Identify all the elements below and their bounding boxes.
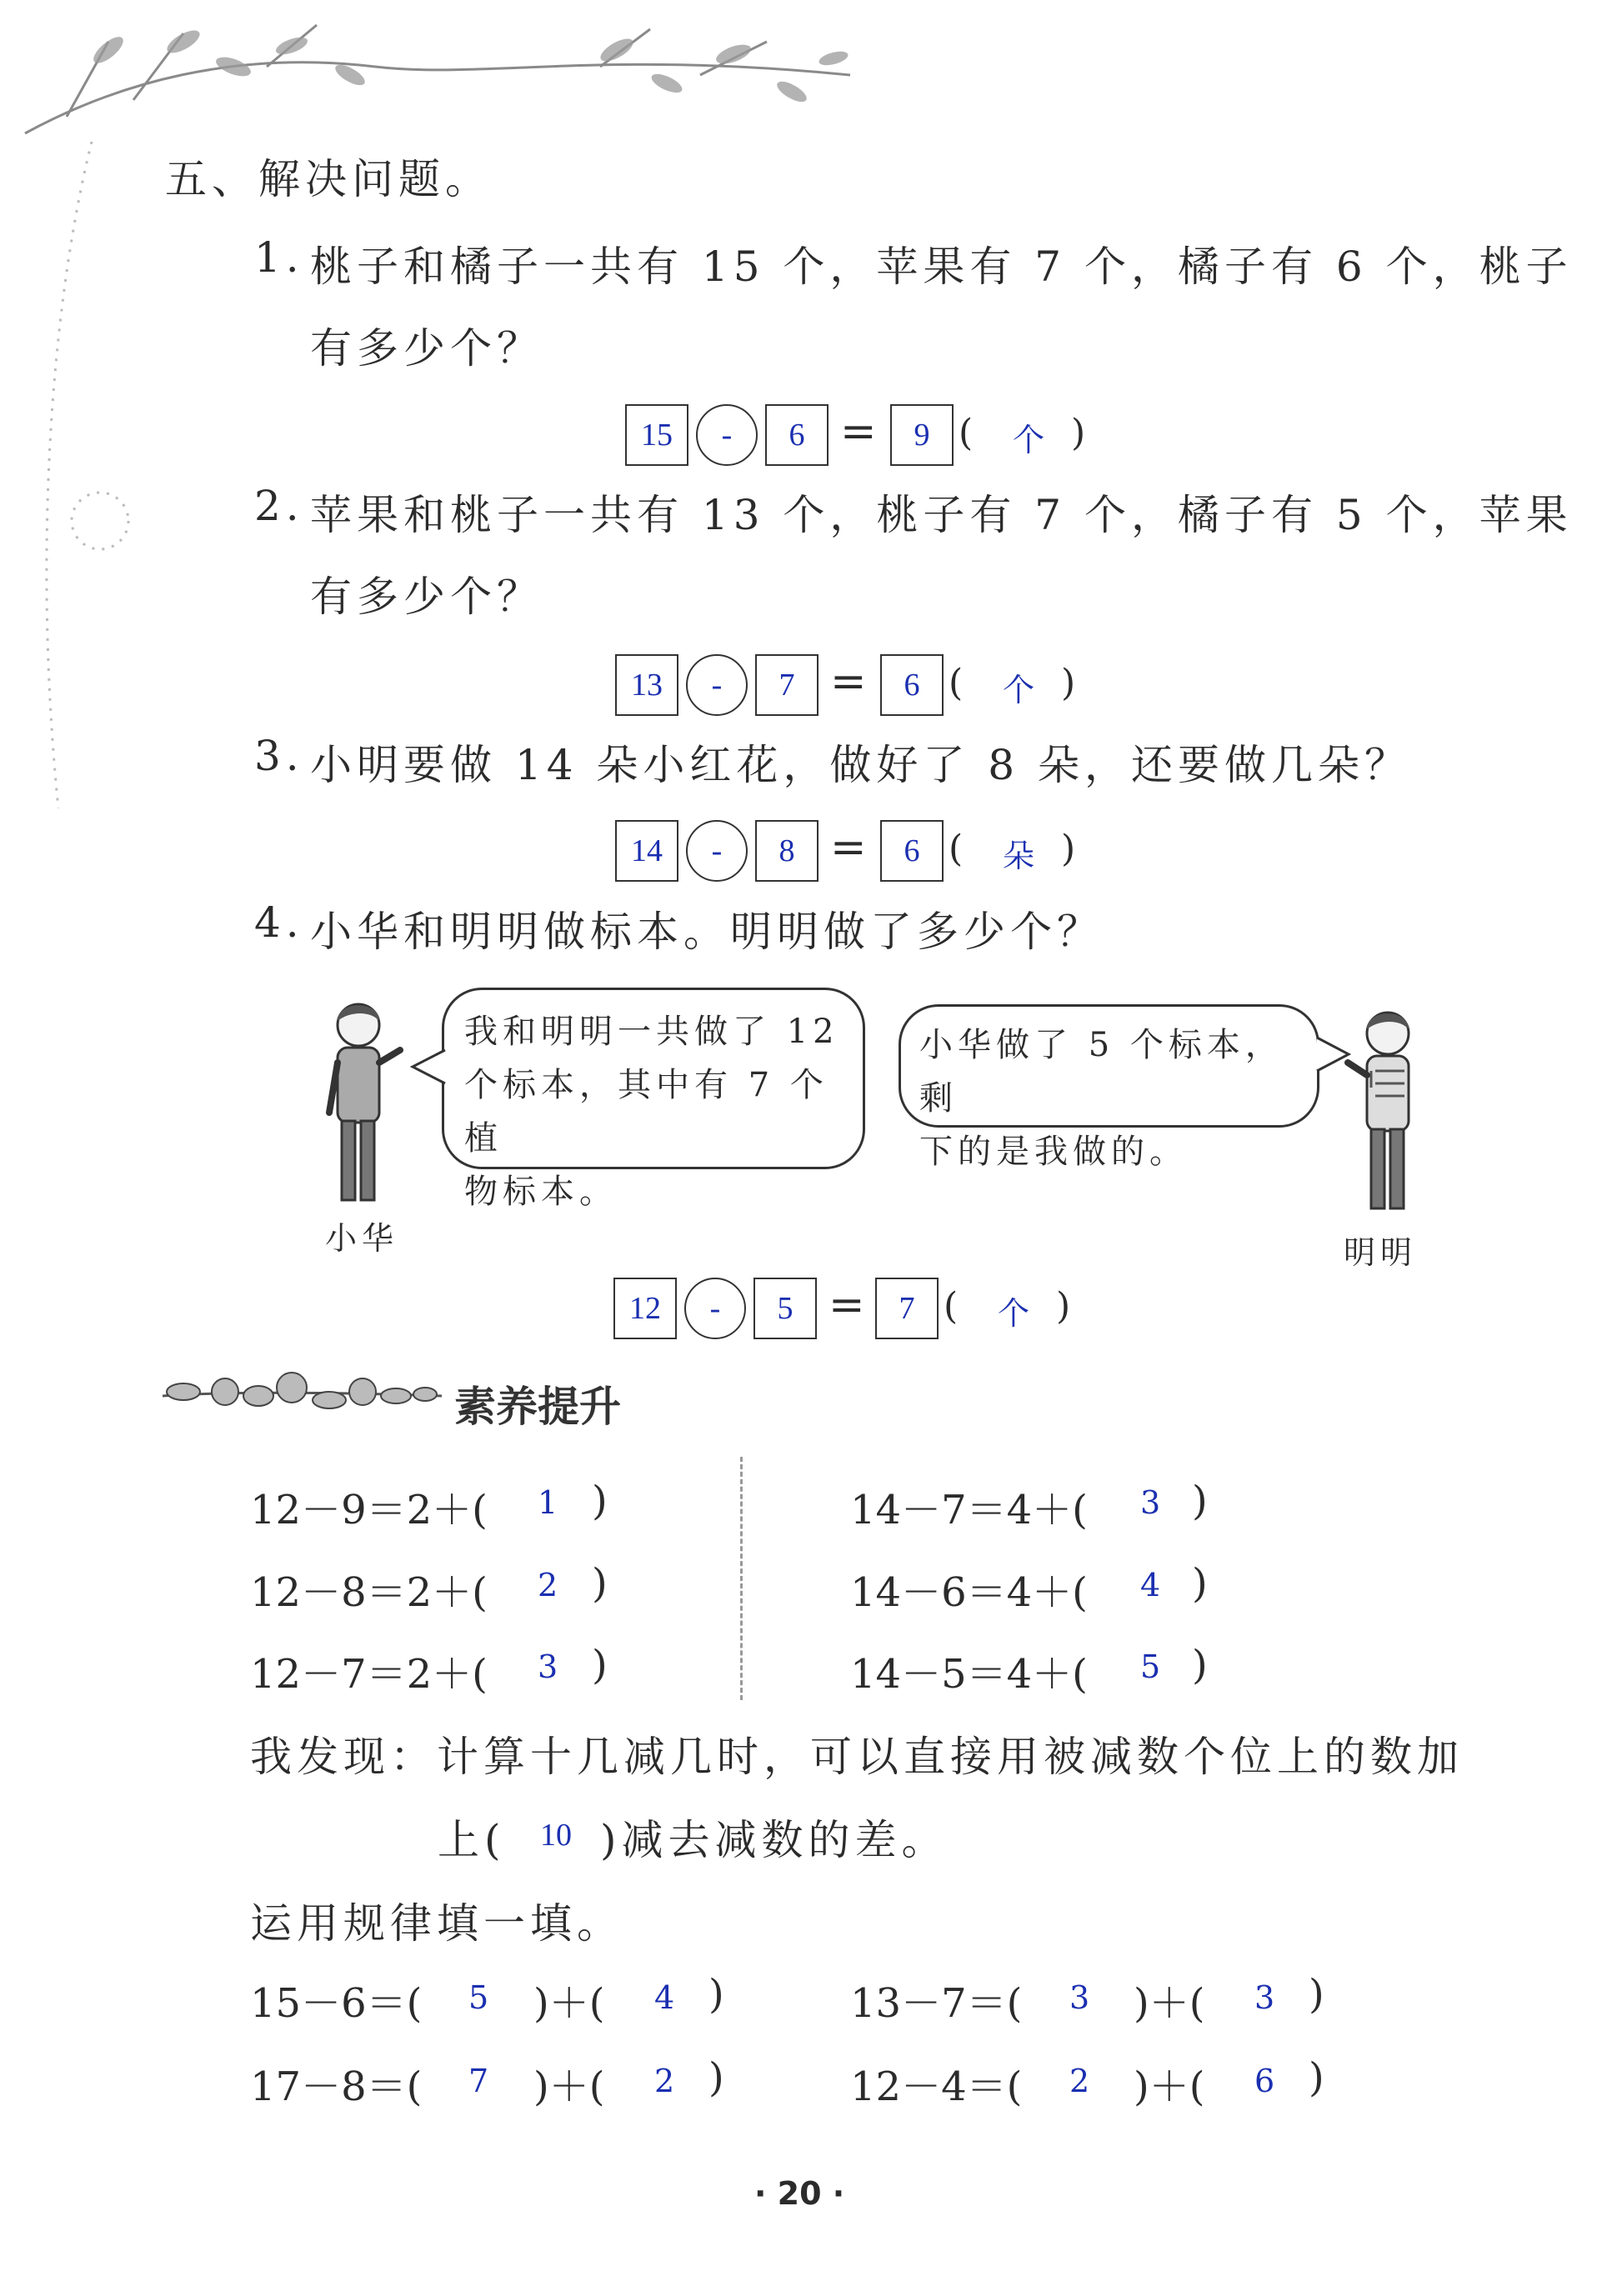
apply-2-a[interactable]: 3 <box>1069 1979 1090 2016</box>
apply-4-b[interactable]: 6 <box>1254 2063 1275 2099</box>
apply-4-a[interactable]: 2 <box>1069 2063 1090 2099</box>
boy-mingming-illustration <box>1338 1004 1438 1221</box>
right-eq-2-expr: 14－6＝4＋( <box>850 1569 1088 1616</box>
left-eq-2-answer[interactable]: 2 <box>538 1567 558 1603</box>
left-eq-3-close: ) <box>592 1642 608 1688</box>
apply-2-close: ) <box>1309 1971 1324 2018</box>
problem-4-operator[interactable]: - <box>684 1278 746 1339</box>
problem-4-equals: = <box>829 1280 865 1330</box>
apply-1-b[interactable]: 4 <box>654 1979 675 2016</box>
bubble-left-line-3: 物标本。 <box>464 1173 618 1211</box>
discover-line-2-end: )减去减数的差。 <box>600 1816 949 1864</box>
problem-1-text: 桃子和橘子一共有 15 个，苹果有 7 个，橘子有 6 个，桃子 <box>310 243 1573 291</box>
problem-2-unit[interactable]: 个 <box>1003 673 1035 708</box>
problem-2-result[interactable]: 6 <box>880 654 944 716</box>
problem-2-text-2: 有多少个？ <box>310 573 543 621</box>
left-eq-1-close: ) <box>592 1478 608 1524</box>
discover-line-1: 我发现：计算十几减几时，可以直接用被减数个位上的数加 <box>250 1733 1464 1781</box>
name-mingming: 明明 <box>1344 1234 1418 1271</box>
apply-3-b[interactable]: 2 <box>654 2063 675 2099</box>
right-eq-2-close: ) <box>1192 1560 1208 1607</box>
problem-2-equals: = <box>830 657 867 707</box>
problem-4-label: 4. <box>254 898 304 947</box>
problem-4-text: 小华和明明做标本。明明做了多少个？ <box>310 908 1104 956</box>
right-eq-1-answer[interactable]: 3 <box>1140 1484 1161 1521</box>
apply-3-close: ) <box>708 2054 724 2101</box>
apply-title: 运用规律填一填。 <box>250 1899 623 1948</box>
problem-1-minuend[interactable]: 15 <box>625 404 688 466</box>
problem-2-paren-close: ) <box>1061 662 1076 704</box>
problem-4-minuend[interactable]: 12 <box>613 1278 677 1339</box>
section-title: 五、解决问题。 <box>165 155 492 203</box>
apply-3-expr: 17－8＝( <box>250 2063 423 2110</box>
boy-xiaohua-illustration <box>313 996 413 1213</box>
margin-dots <box>25 142 142 808</box>
apply-1-mid: )＋( <box>533 1980 605 2027</box>
problem-3-text: 小明要做 14 朵小红花，做好了 8 朵，还要做几朵？ <box>310 741 1412 789</box>
problem-2-text: 苹果和桃子一共有 13 个，桃子有 7 个，橘子有 5 个，苹果 <box>310 491 1573 539</box>
problem-4-paren-close: ) <box>1056 1285 1071 1328</box>
bubble-left-line-1: 我和明明一共做了 12 <box>464 1013 839 1051</box>
bubble-right-line-1: 小华做了 5 个标本，剩 <box>919 1026 1284 1118</box>
apply-1-close: ) <box>708 1971 724 2018</box>
problem-3-unit[interactable]: 朵 <box>1003 839 1035 874</box>
bubble-left-tail <box>408 1046 447 1088</box>
problem-3-minuend[interactable]: 14 <box>615 820 678 882</box>
problem-4-result[interactable]: 7 <box>875 1278 939 1339</box>
left-eq-1-expr: 12－9＝2＋( <box>250 1487 488 1533</box>
apply-2-b[interactable]: 3 <box>1254 1979 1275 2016</box>
left-eq-2-close: ) <box>592 1560 608 1607</box>
apply-4-expr: 12－4＝( <box>850 2063 1023 2110</box>
problem-1-subtrahend[interactable]: 6 <box>765 404 829 466</box>
apply-1-expr: 15－6＝( <box>250 1980 423 2027</box>
problem-4-subtrahend[interactable]: 5 <box>753 1278 817 1339</box>
apply-4-mid: )＋( <box>1134 2063 1205 2110</box>
problem-1-equals: = <box>840 407 877 457</box>
problem-2-minuend[interactable]: 13 <box>615 654 678 716</box>
right-eq-3-close: ) <box>1192 1642 1208 1688</box>
apply-4-close: ) <box>1309 2054 1324 2101</box>
problem-3-operator[interactable]: - <box>686 820 748 882</box>
problem-1-result[interactable]: 9 <box>890 404 954 466</box>
right-eq-2-answer[interactable]: 4 <box>1140 1567 1161 1603</box>
problem-3-subtrahend[interactable]: 8 <box>755 820 819 882</box>
problem-4-unit[interactable]: 个 <box>998 1297 1030 1332</box>
left-eq-3-answer[interactable]: 3 <box>538 1648 558 1685</box>
right-eq-1-close: ) <box>1192 1478 1208 1524</box>
speech-bubble-xiaohua <box>442 988 865 1211</box>
problem-3-result[interactable]: 6 <box>880 820 944 882</box>
right-eq-3-answer[interactable]: 5 <box>1140 1648 1161 1685</box>
problem-1-paren-open: ( <box>959 412 974 454</box>
problem-1-operator[interactable]: - <box>696 404 758 466</box>
right-eq-3-expr: 14－5＝4＋( <box>850 1651 1088 1698</box>
branch-decoration <box>17 17 867 142</box>
problem-2-operator[interactable]: - <box>686 654 748 716</box>
problem-4-paren-open: ( <box>944 1285 959 1328</box>
bubble-right-line-2: 下的是我做的。 <box>919 1133 1188 1171</box>
problem-3-paren-close: ) <box>1061 828 1076 870</box>
dashed-divider <box>740 1457 743 1700</box>
problem-2-subtrahend[interactable]: 7 <box>755 654 819 716</box>
problem-1-paren-close: ) <box>1071 412 1086 454</box>
problem-1-text-2: 有多少个？ <box>310 324 543 373</box>
apply-2-expr: 13－7＝( <box>850 1980 1023 2027</box>
left-eq-3-expr: 12－7＝2＋( <box>250 1651 488 1698</box>
right-eq-1-expr: 14－7＝4＋( <box>850 1487 1088 1533</box>
name-xiaohua: 小华 <box>325 1220 399 1257</box>
discover-line-2-start: 上( <box>438 1816 506 1864</box>
problem-3-label: 3. <box>254 732 304 780</box>
apply-3-mid: )＋( <box>533 2063 605 2110</box>
improve-title: 素养提升 <box>454 1383 621 1431</box>
left-eq-1-answer[interactable]: 1 <box>538 1484 558 1521</box>
problem-3-equals: = <box>830 823 867 873</box>
page-number: · 20 · <box>754 2175 845 2212</box>
problem-1-label: 1. <box>254 233 304 282</box>
discover-answer[interactable]: 10 <box>540 1818 572 1853</box>
apply-2-mid: )＋( <box>1134 1980 1205 2027</box>
left-eq-2-expr: 12－8＝2＋( <box>250 1569 488 1616</box>
apply-1-a[interactable]: 5 <box>468 1979 489 2016</box>
bubble-left-line-2: 个标本，其中有 7 个植 <box>464 1066 829 1158</box>
problem-1-unit[interactable]: 个 <box>1013 423 1045 458</box>
flower-decoration <box>158 1354 450 1429</box>
speech-bubble-mingming <box>899 1004 1319 1171</box>
apply-3-a[interactable]: 7 <box>468 2063 489 2099</box>
problem-2-paren-open: ( <box>949 662 964 704</box>
problem-2-label: 2. <box>254 482 304 530</box>
problem-3-paren-open: ( <box>949 828 964 870</box>
